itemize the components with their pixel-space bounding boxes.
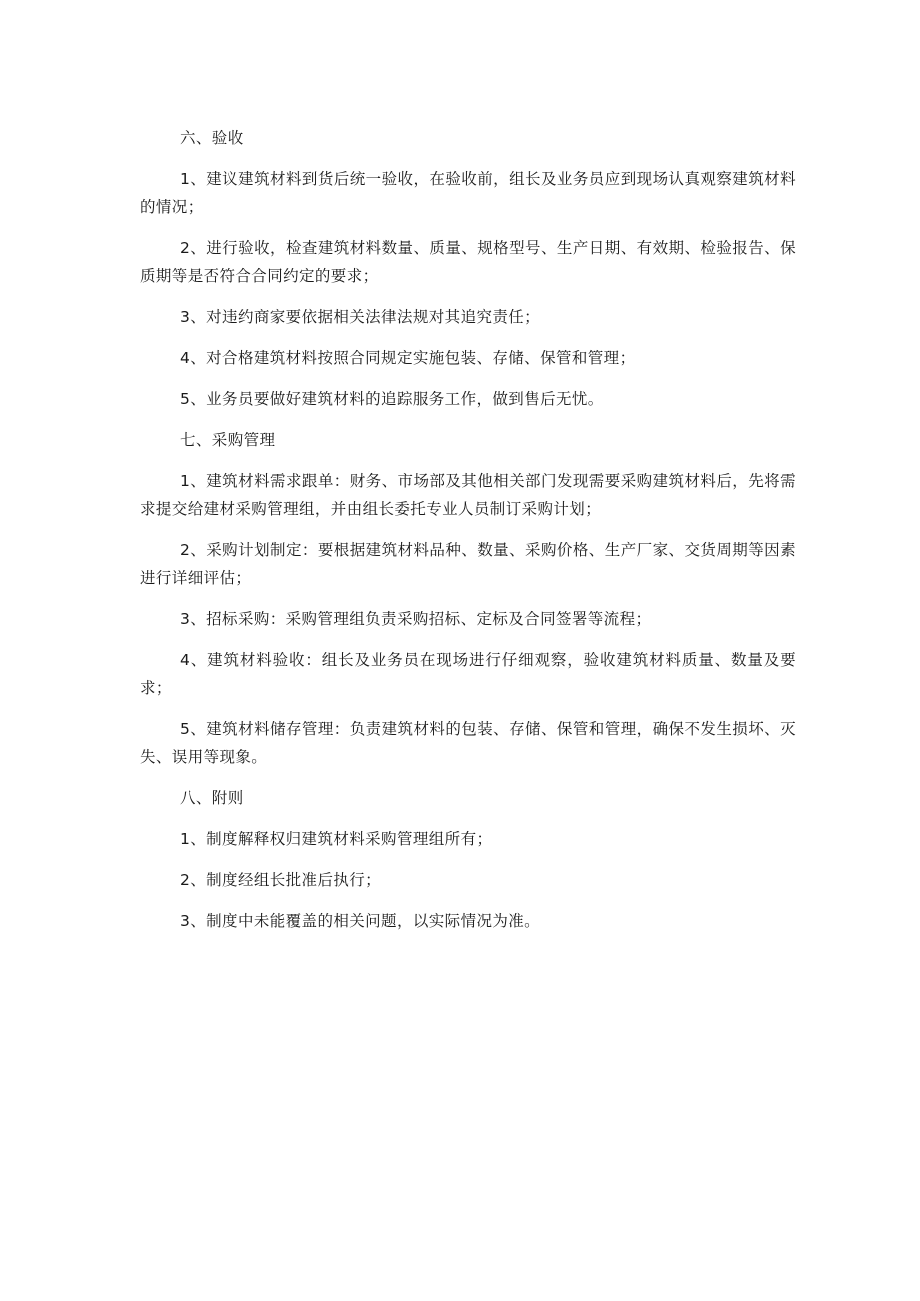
paragraph: 5、建筑材料储存管理：负责建筑材料的包装、存储、保管和管理，确保不发生损坏、灭失、误用等现象。 <box>140 720 796 766</box>
paragraph: 2、进行验收，检查建筑材料数量、质量、规格型号、生产日期、有效期、检验报告、保质期等是否符合合同约定的要求； <box>140 239 796 285</box>
section-heading-procurement: 七、采购管理 <box>180 431 276 449</box>
paragraph: 1、建筑材料需求跟单：财务、市场部及其他相关部门发现需要采购建筑材料后，先将需求提交给建材采购管理组，并由组长委托专业人员制订采购计划； <box>140 472 796 518</box>
section-heading-acceptance: 六、验收 <box>180 129 244 147</box>
paragraph: 3、制度中未能覆盖的相关问题，以实际情况为准。 <box>180 912 541 930</box>
paragraph: 2、制度经组长批准后执行； <box>180 871 382 889</box>
paragraph: 2、采购计划制定：要根据建筑材料品种、数量、采购价格、生产厂家、交货周期等因素进行详细评估； <box>140 541 796 587</box>
paragraph: 3、招标采购：采购管理组负责采购招标、定标及合同签署等流程； <box>180 610 652 628</box>
document-body <box>140 124 796 935</box>
paragraph: 4、对合格建筑材料按照合同规定实施包装、存储、保管和管理； <box>180 349 636 367</box>
section-heading-appendix: 八、附则 <box>180 789 244 807</box>
paragraph: 1、建议建筑材料到货后统一验收，在验收前，组长及业务员应到现场认真观察建筑材料的情况； <box>140 170 796 216</box>
paragraph: 1、制度解释权归建筑材料采购管理组所有； <box>180 830 493 848</box>
paragraph: 4、建筑材料验收：组长及业务员在现场进行仔细观察，验收建筑材料质量、数量及要求； <box>140 651 796 697</box>
paragraph: 5、业务员要做好建筑材料的追踪服务工作，做到售后无忧。 <box>180 390 604 408</box>
paragraph: 3、对违约商家要依据相关法律法规对其追究责任； <box>180 308 541 326</box>
